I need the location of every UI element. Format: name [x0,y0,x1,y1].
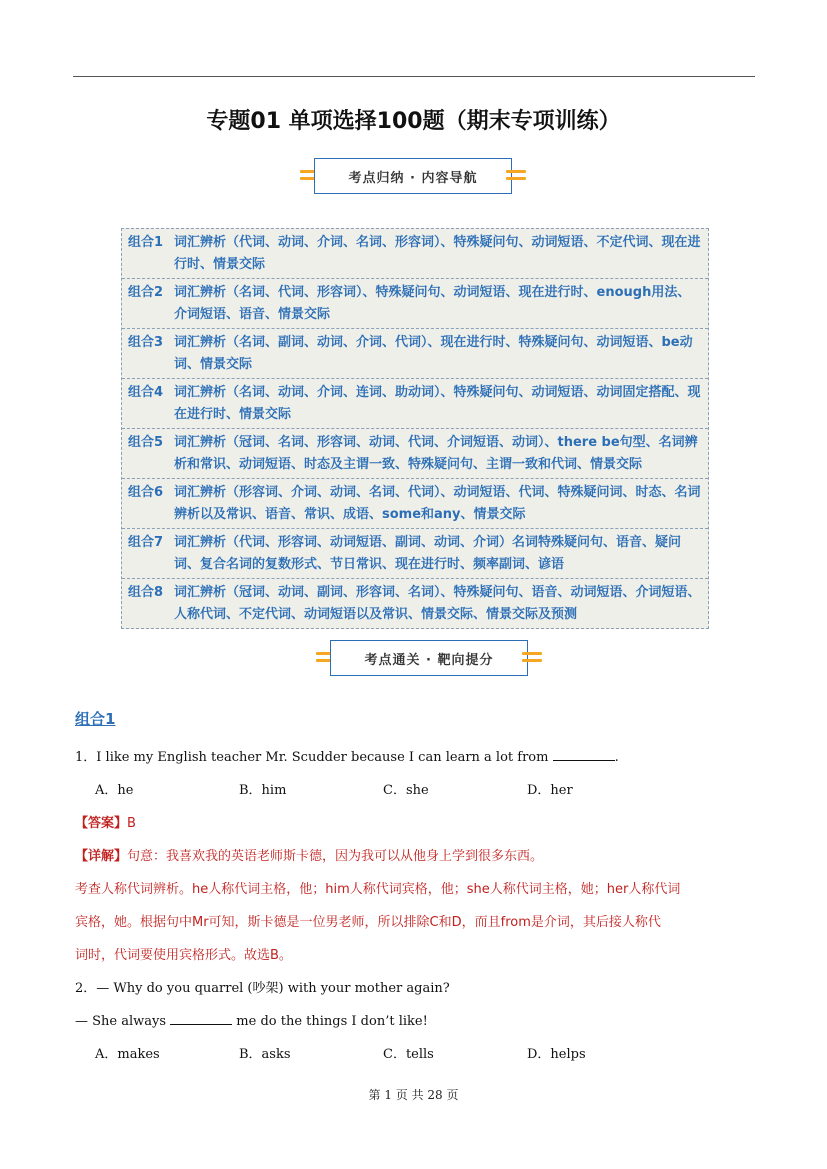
toc-text: 词汇辨析（冠词、动词、副词、形容词、名词）、特殊疑问句、语音、动词短语、介词短语、人称代词、不定代词、动词短语以及常识、情景交际、情景交际及预测 [174,585,701,622]
option-c: C．tells [383,1047,434,1062]
header-rule [73,76,755,77]
answer-blank [170,1012,232,1025]
toc-text: 词汇辨析（冠词、名词、形容词、动词、代词、介词短语、动词）、there be句型、名词辨析和常识、动词短语、时态及主谓一致、特殊疑问句、主谓一致和代词、情景交际 [174,435,698,472]
q2-options [75,1038,755,1071]
toc-row [122,479,708,529]
explanation-line: 词时，代词要使用宾格形式。故选B。 [75,948,292,963]
toc-row [122,429,708,479]
answer-blank [553,748,615,761]
right-deco-icon [522,647,542,667]
toc-label: 组合5 [128,435,164,450]
toc-box [121,228,709,629]
nav-banner [300,158,526,194]
toc-label: 组合8 [128,585,164,600]
page-footer: 第 1 页 共 28 页 [368,1088,459,1102]
q1-options [75,774,755,807]
explanation-line: 考查人称代词辨析。he人称代词主格，他；him人称代词宾格，他；she人称代词主格，她；her人称代词 [75,882,681,897]
question-section [75,708,755,1071]
answer-tag: 【答案】 [75,816,128,831]
toc-row [122,579,708,628]
answer-value: B [127,816,136,831]
answer-line [75,807,755,840]
question-1: 1．I like my English teacher Mr. Scudder because I can learn a lot from . [75,750,619,765]
toc-text: 词汇辨析（代词、动词、介词、名词、形容词）、特殊疑问句、动词短语、不定代词、现在进行时、情景交际 [174,235,701,272]
option-b: B．him [239,783,287,798]
option-a: A．he [95,783,134,798]
toc-text: 词汇辨析（代词、形容词、动词短语、副词、动词、介词）名词特殊疑问句、语音、疑问词、复合名词的复数形式、节日常识、现在进行时、频率副词、谚语 [174,535,682,572]
toc-row [122,279,708,329]
toc-label: 组合2 [128,285,164,300]
banner-label: 考点归纳 · 内容导航 [314,158,512,194]
toc-row [122,379,708,429]
toc-row [122,529,708,579]
detail-tag: 【详解】 [75,849,128,864]
toc-text: 词汇辨析（名词、副词、动词、介词、代词）、现在进行时、特殊疑问句、动词短语、be动词、情景交际 [174,335,693,372]
explanation-line: 宾格，她。根据句中Mr可知，斯卡德是一位男老师，所以排除C和D，而且from是介词，其后接人称代 [75,915,661,930]
option-d: D．her [527,783,573,798]
toc-text: 词汇辨析（名词、动词、介词、连词、助动词）、特殊疑问句、动词短语、动词固定搭配、现在进行时、情景交际 [174,385,701,422]
banner-label: 考点通关 · 靶向提分 [330,640,528,676]
toc-label: 组合7 [128,535,164,550]
toc-text: 词汇辨析（名词、代词、形容词）、特殊疑问句、动词短语、现在进行时、enough用法、介词短语、语音、情景交际 [174,285,691,322]
toc-text: 词汇辨析（形容词、介词、动词、名词、代词）、动词短语、代词、特殊疑问词、时态、名词辨析以及常识、语音、常识、成语、some和any、情景交际 [174,485,701,522]
practice-banner [316,640,542,676]
toc-label: 组合3 [128,335,164,350]
right-deco-icon [506,165,526,185]
question-stem: 1．I like my English teacher Mr. Scudder because I can learn a lot from [75,750,553,765]
group-title: 组合1 [75,710,116,728]
option-a: A．makes [95,1047,160,1062]
toc-label: 组合6 [128,485,164,500]
toc-row [122,229,708,279]
question-2-reply: — She always me do the things I don’t like! [75,1014,428,1029]
detail-intro: 句意：我喜欢我的英语老师斯卡德，因为我可以从他身上学到很多东西。 [127,849,544,864]
toc-row [122,329,708,379]
toc-label: 组合1 [128,235,164,250]
option-d: D．helps [527,1047,586,1062]
option-c: C．she [383,783,429,798]
question-2: 2．— Why do you quarrel (吵架) with your mother again? [75,981,450,996]
detail-line [75,840,755,873]
page-title: 专题01 单项选择100题（期末专项训练） [206,109,621,134]
toc-label: 组合4 [128,385,164,400]
option-b: B．asks [239,1047,291,1062]
